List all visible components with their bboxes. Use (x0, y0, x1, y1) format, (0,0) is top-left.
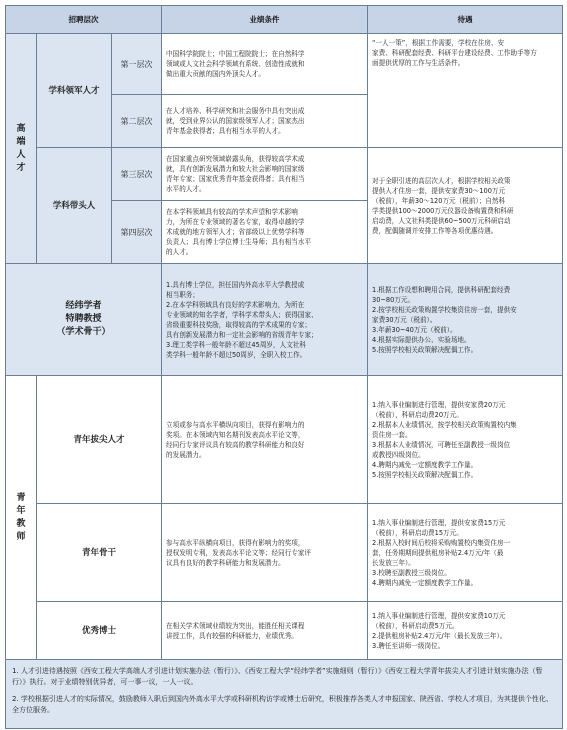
level-4-label: 第四层次 (112, 201, 162, 264)
header-treatment: 待遇 (368, 6, 563, 34)
footnote-2: 2. 学校根据引进人才的实际情况，鼓励教师入职后到国内外高水平大学或科研机构访学或博士后研究，积极推荐各类人才申报国家、陕西省、学校人才项目，为其提供个性化、全方位服务。 (12, 695, 553, 714)
jingying-treatment: 1.根据工作设想和聘用合同，提供科研配套经费 30~80万元。 2.按学校相关政策购置学校集资住房一套，提供安 家费30万元（税前）。 3.年薪30~40万元（税前）。 4.根据实际提供办公、实验场地。 5.按照学校相关政策解决配偶工作。 (368, 264, 563, 376)
youth-top-conditions: 立项或参与高水平横纵向项目，获得有影响力的 奖项。在本领域内知名期刊发表高水平论文等， 经同行专家评议具有较高的教学科研能力和良好 的发展潜力。 (162, 376, 368, 504)
jingying-scholar-label: 经纬学者 特聘教授 （学术骨干） (6, 264, 162, 376)
level-1-conditions: 中国科学院院士；中国工程院院士；在自然科学 领域或人文社会科学领域有系统、创造性成就和 做出重大贡献的国内外顶尖人才。 (162, 34, 368, 95)
youth-postdoc-label: 优秀博士 (37, 602, 162, 660)
youth-postdoc-treatment: 1.纳入事业编制进行管理，提供安家费10万元 （税前），科研启动费5万元。 2.提供租房补贴2.4万元/年（最长发放三年）。 3.聘任至讲师一级岗位。 (368, 602, 563, 660)
recruitment-table-sheet (5, 5, 562, 725)
level-2-label: 第二层次 (112, 95, 162, 148)
header-conditions: 业绩条件 (162, 6, 368, 34)
footnote-1: 1. 人才引进待遇按照《西安工程大学高端人才引进计划实施办法（暂行）》、《西安工程大学“经纬学者”实施细则（暂行）》《西安工程大学青年拔尖人才引进计划实施办法（暂行）》执行。对于业绩特别优异者，可一事一议，一人一议。 (12, 667, 543, 686)
header-category: 招聘层次 (6, 6, 162, 34)
youth-top-treatment: 1.纳入事业编制进行管理，提供安家费20万元 （税前），科研启动费20万元。 2.根据本人业绩情况，按学校相关政策购置校内集 资住房一套。 3.根据本人业绩情况，可聘任至副教授一级岗位 或教授四级岗位。 4.聘期内减免一定额度教学工作量。 5.按照学校相关政策解决配偶工作。 (368, 376, 563, 504)
level-4-conditions: 在本学科领域具有较高的学术声望和学术影响 力，为所在专业领域的著名专家，取得卓越的学 术成就的地方领军人才；省部级以上优势学科等 负责人；具有博士学位博士生导师；具有相当水平 的人才。 (162, 201, 368, 264)
youth-backbone-treatment: 1.纳入事业编制进行管理，提供安家费15万元 （税前），科研启动费15万元。 2.根据入校时间后校将采购购置校内集资住房一 套，任务期期间提供租房补贴2.4万元/年（最 长发放三年）。 3.校聘至副教授三级岗位。 4.聘期内减免一定额度教学工作量。 (368, 504, 563, 602)
footnotes (6, 660, 563, 729)
leading-talent-label: 学科领军人才 (37, 34, 112, 148)
leading-treatment: “一人一策”，根据工作需要，学校在住房、安 家费、科研配套经费、科研平台建设经费、工作助手等方 面提供优厚的工作与生活条件。 (368, 34, 563, 148)
pioneer-treatment: 对于全职引进的高层次人才，根据学校相关政策 提供人才住房一套，提供安家费30～100万元 （税前），年薪30～120万元（税前）；自然科 学类提供100～2000万元仪器设备购置费和科研 启动费，人文社科类提供60~500万元科研启动 费，配偶随调并安排工作等各项优惠待遇。 (368, 148, 563, 264)
high-end-talent-label: 高端人才 (6, 34, 37, 264)
jingying-conditions: 1.具有博士学位，担任国内外高水平大学教授或 相当职务； 2.在本学科领域具有良好的学术影响力，为所在 专业领域的知名学者，学科学术带头人；获得国家、 省级重要科技奖励，取得较高的学术成果的专家； 具有创新发展潜力和一定社会影响的省级青年专家； 3.理工类学科一般年龄不超过45周岁，人文社科 类学科一般年龄不超过50周岁，全职入校工作。 (162, 264, 368, 376)
level-3-label: 第三层次 (112, 148, 162, 201)
youth-teacher-label: 青年教师 (6, 376, 37, 660)
youth-postdoc-conditions: 在相关学术领域业绩较为突出，能胜任相关课程 讲授工作，具有较强的科研能力，业绩优秀。 (162, 602, 368, 660)
youth-backbone-conditions: 参与高水平纵横向项目，获得有影响力的奖项， 授权发明专利，发表高水平论文等；经同行专家评 议具有良好的教学科研能力和发展潜力。 (162, 504, 368, 602)
level-2-conditions: 在人才培养、科学研究和社会服务中具有突出成 就，受到业界公认的国家级领军人才；国家杰出 青年基金获得者；具有相当水平的人才。 (162, 95, 368, 148)
recruitment-table (5, 5, 563, 729)
level-1-label: 第一层次 (112, 34, 162, 95)
youth-backbone-label: 青年骨干 (37, 504, 162, 602)
level-3-conditions: 在国家重点研究领域崭露头角，获得较高学术成 就，具有创新发展潜力和较大社会影响的国家级 青年专家；国家优秀青年基金获得者；具有相当 水平的人才。 (162, 148, 368, 201)
pioneer-talent-label: 学科带头人 (37, 148, 112, 264)
youth-top-label: 青年拔尖人才 (37, 376, 162, 504)
